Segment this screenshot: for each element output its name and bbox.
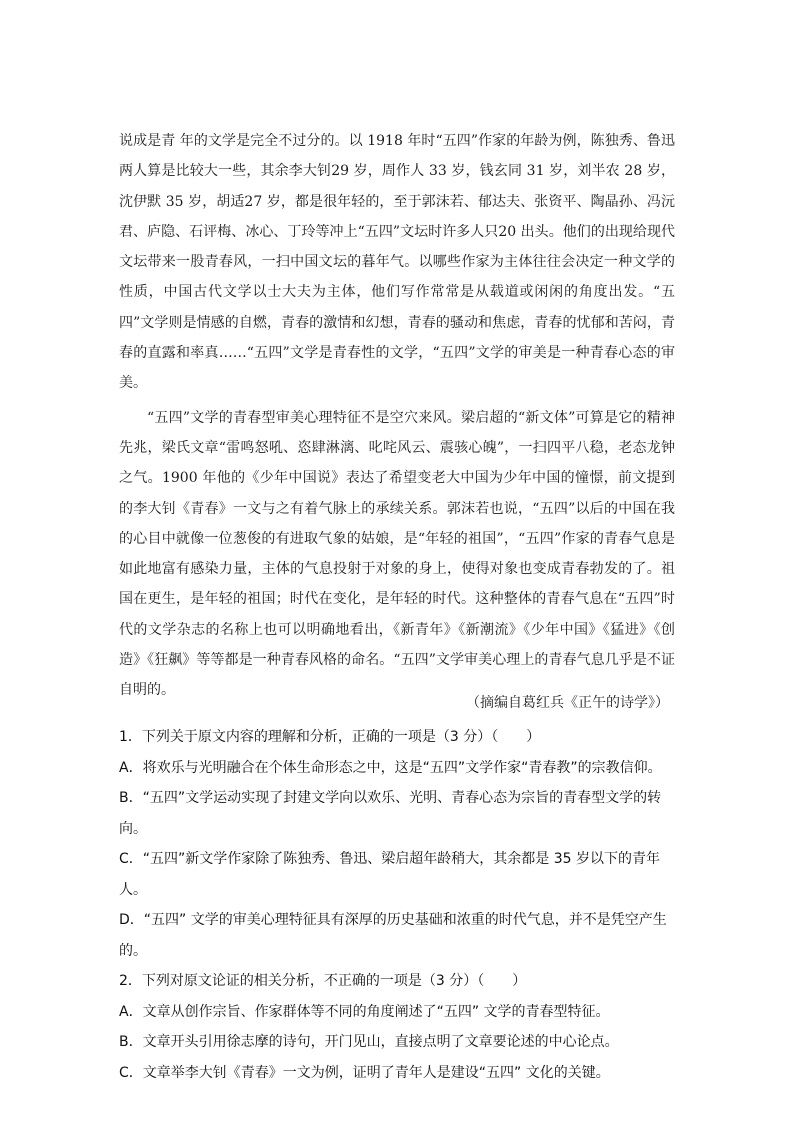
passage-paragraph-2: “五四”文学的青春型审美心理特征不是空穴来风。梁启超的“新文体”可算是它的精神先兆，梁氏文章“雷鸣怒吼、恣肆淋漓、叱咤风云、震骇心魄”，一扫四平八稳，老态龙钟之气。1900 年他的《少年中国说》表达了希望变老大中国为少年中国的憧憬，前文提到的李大钊《青春》一文与之有着气脉上的承续关系。郭沫若也说，“五四”以后的中国在我的心目中就像一位葱俊的有进取气象的姑娘，是“年轻的祖国”，“五四”作家的青春气息是如此地富有感染力量，主体的气息投射于对象的身上，使得对象也变成青春勃发的了。祖国在更生，是年轻的祖国；时代在变化，是年轻的时代。这种整体的青春气息在“五四”时代的文学杂志的名称上也可以明确地看出，《新青年》《新潮流》《少年中国》《猛进》《创造》《狂飙》等等都是一种青春风格的命名。“五四”文学审美心理上的青春气息几乎是不证自明的。 [119,409,675,699]
reading-passage [119,126,675,706]
option-c: C．“五四”新文学作家除了陈独秀、鲁迅、梁启超年龄稍大，其余都是 35 岁以下的青年人。 [119,851,660,898]
question-list [119,722,679,1088]
question-stem: 2．下列对原文论证的相关分析，不正确的一项是（3 分）（ ） [119,973,527,989]
option-c: C．文章举李大钊《青春》一文为例，证明了青年人是建设“五四” 文化的关键。 [119,1064,610,1081]
option-b: B．“五四”文学运动实现了封建文学向以欢乐、光明、青春心态为宗旨的青春型文学的转向。 [119,790,662,837]
option-b: B．文章开头引用徐志摩的诗句，开门见山，直接点明了文章要论述的中心论点。 [119,1034,619,1050]
passage-source: （摘编自葛红兵《正午的诗学》） [466,695,669,711]
option-a: A．将欢乐与光明融合在个体生命形态之中，这是“五四”文学作家“青春教”的宗教信仰。 [119,759,662,776]
question-2 [119,966,679,1088]
passage-paragraph-1: 说成是青 年的文学是完全不过分的。以 1918 年时“五四”作家的年龄为例，陈独秀、鲁迅两人算是比较大一些，其余李大钊29 岁，周作人 33 岁，钱玄同 31 岁，刘半农 28 岁，沈伊默 35 岁，胡适27 岁，都是很年轻的，至于郭沫若、郁达夫、张资平、陶晶孙、冯沅君、庐隐、石评梅、冰心、丁玲等冲上“五四”文坛时许多人只20 出头。他们的出现给现代文坛带来一股青春风，一扫中国文坛的暮年气。以哪些作家为主体往往会决定一种文学的性质，中国古代文学以士大夫为主体，他们写作常常是从载道或闲闲的角度出发。“五四”文学则是情感的自燃，青春的激情和幻想，青春的骚动和焦虑，青春的忧郁和苦闷，青春的直露和率真……“五四”文学是青春性的文学，“五四”文学的审美是一种青春心态的审美。 [119,133,675,392]
option-a: A．文章从创作宗旨、作家群体等不同的角度阐述了“五四” 文学的青春型特征。 [119,1003,610,1020]
option-d: D．“五四” 文学的审美心理特征具有深厚的历史基础和浓重的时代气息，并不是凭空产生的。 [119,912,667,959]
question-1 [119,722,679,966]
question-stem: 1．下列关于原文内容的理解和分析，正确的一项是（3 分）（ ） [119,729,541,745]
